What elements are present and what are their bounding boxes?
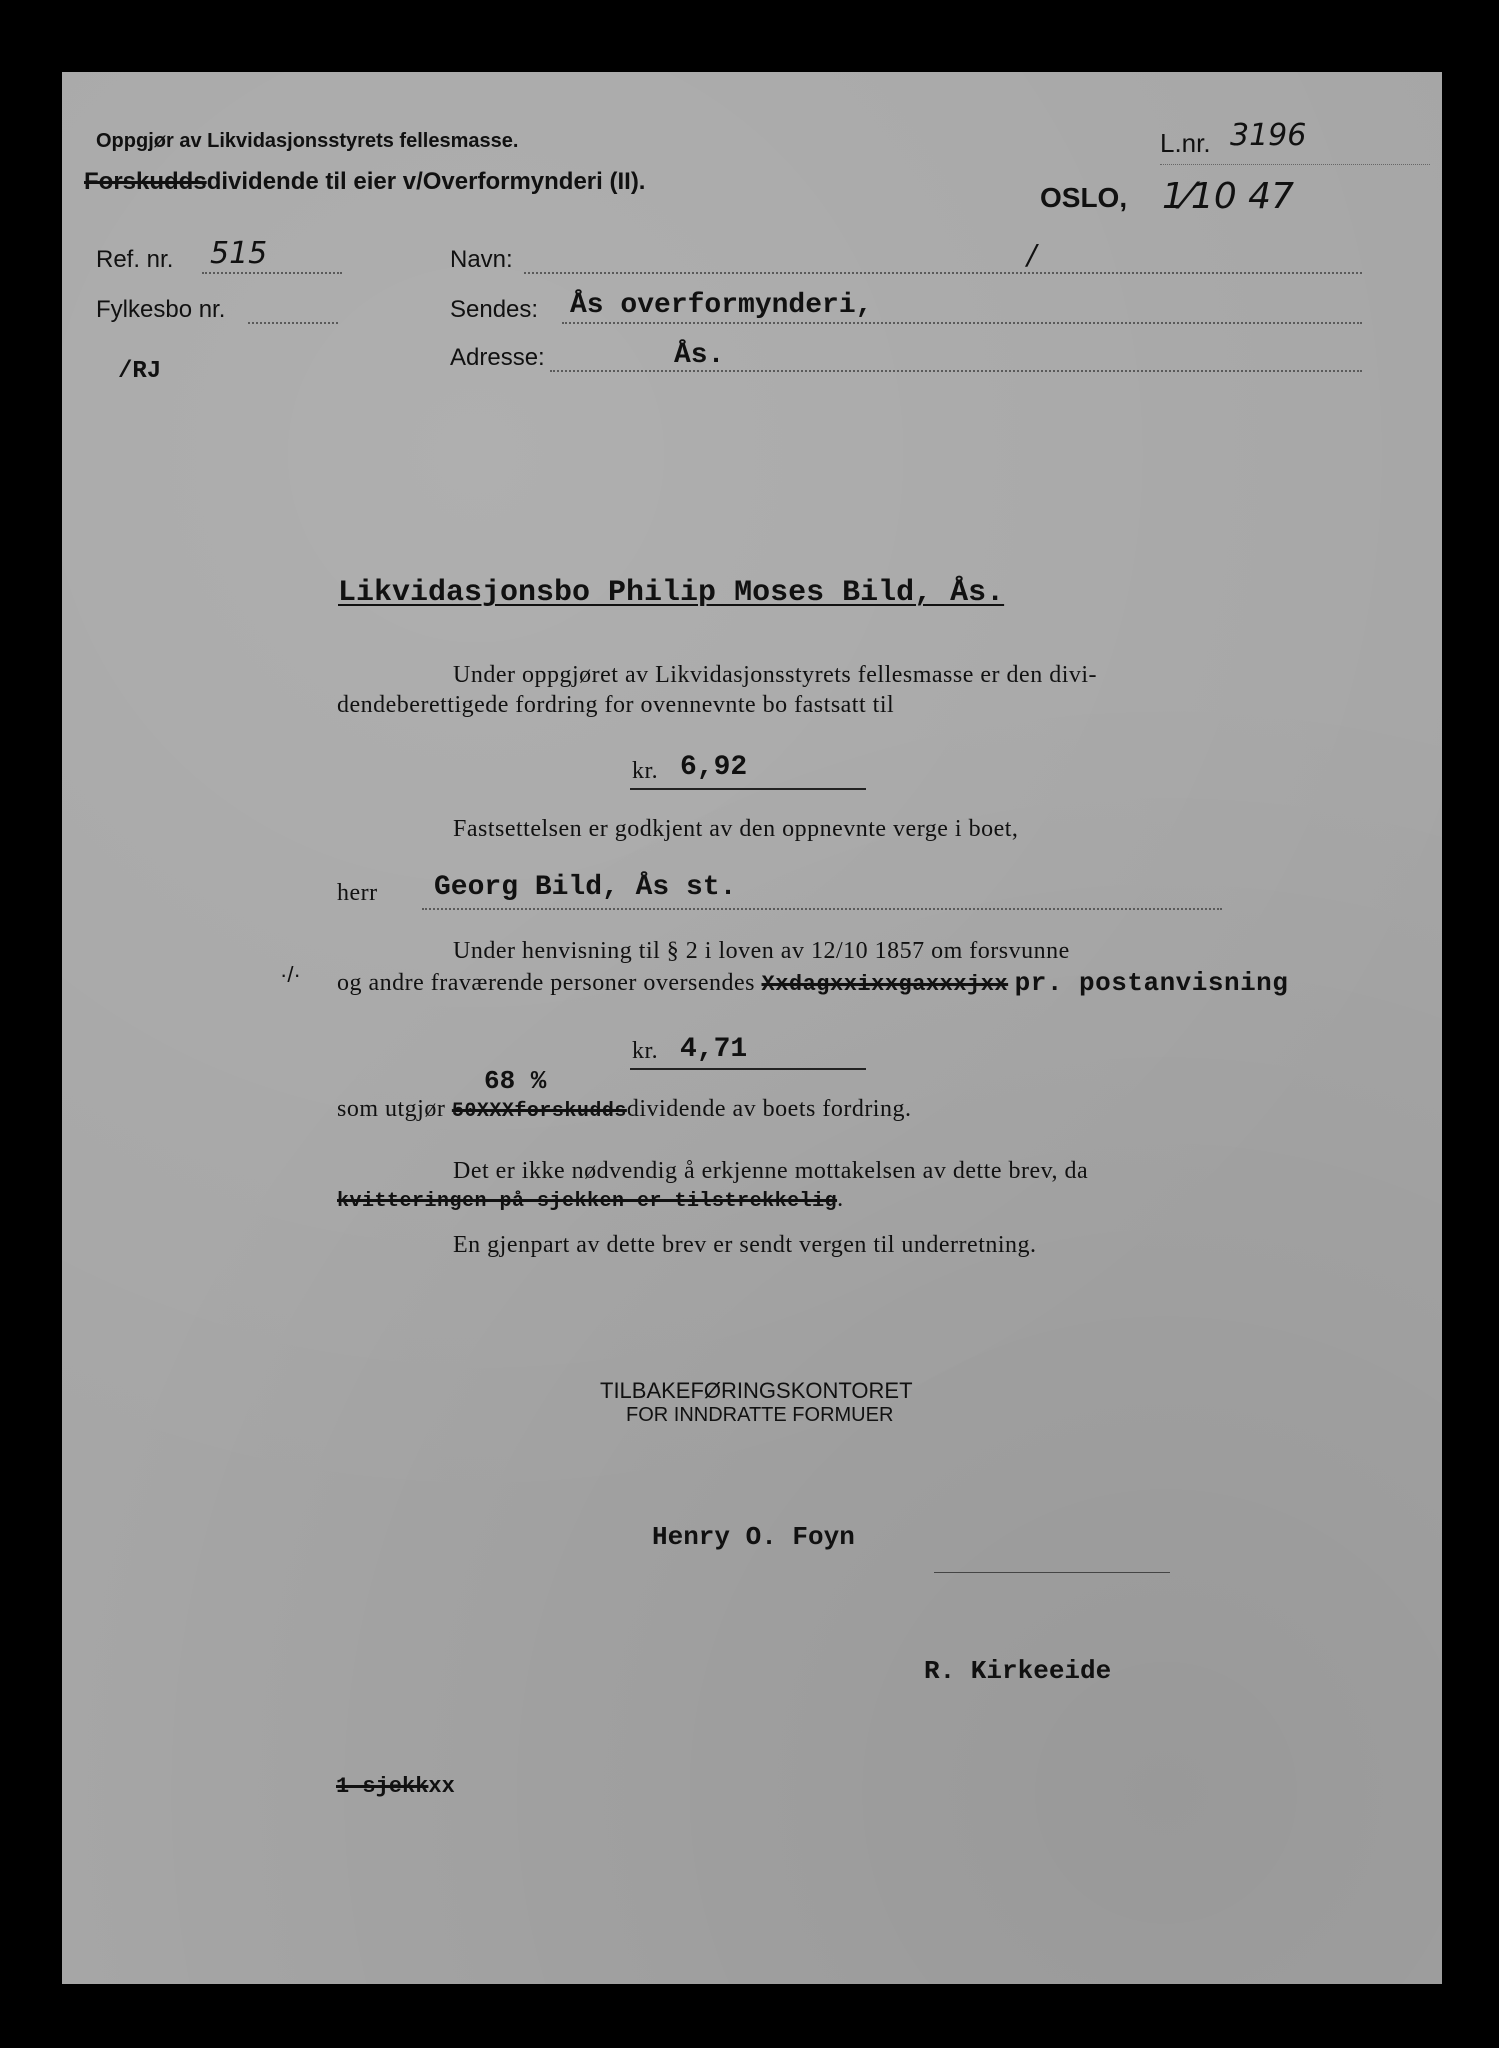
adresse-dotted-line: [550, 370, 1362, 372]
estate-title: Likvidasjonsbo Philip Moses Bild, Ås.: [338, 576, 1005, 610]
guardian-name: Georg Bild, Ås st.: [434, 872, 737, 903]
sendes-dotted-line: [562, 322, 1362, 324]
sendes-label: Sendes:: [450, 296, 539, 323]
amount-1-label: kr.: [632, 758, 659, 784]
paragraph-2: Fastsettelsen er godkjent av den oppnevnte verge i boet,: [453, 816, 1019, 842]
document-page: [62, 72, 1442, 1984]
city: OSLO,: [1040, 182, 1128, 213]
adresse-label: Adresse:: [450, 344, 545, 371]
lnr-label: L.nr.: [1160, 128, 1211, 158]
lnr-rule: [1160, 164, 1430, 165]
signer-2: R. Kirkeeide: [924, 1656, 1112, 1686]
office-line-2: FOR INNDRATTE FORMUER: [626, 1404, 894, 1426]
signer-1: Henry O. Foyn: [652, 1522, 855, 1552]
sendes-value: Ås overformynderi,: [570, 290, 873, 321]
paragraph-1-line-1: Under oppgjøret av Likvidasjonsstyrets fellesmasse er den divi-: [453, 662, 1098, 688]
amount-2-label: kr.: [632, 1038, 659, 1064]
struck-prefix: Forskudds: [84, 168, 207, 195]
percentage-line: [337, 1096, 911, 1123]
navn-dotted-line: [524, 272, 1362, 274]
paragraph-3-line-2: [337, 968, 1288, 998]
signature-line-1: [934, 1572, 1170, 1573]
lnr-value: 3196: [1230, 118, 1307, 153]
herr-label: herr: [337, 880, 378, 906]
struck-percentage: 50XXXforskudds: [451, 1100, 627, 1123]
amount-2-value: 4,71: [680, 1034, 748, 1065]
paragraph-1-line-2: dendeberettigede fordring for ovennevnte bo fastsatt til: [337, 692, 895, 718]
paragraph-5: En gjenpart av dette brev er sendt vergen til underretning.: [453, 1232, 1037, 1258]
navn-value: /: [1027, 238, 1037, 271]
paragraph-4-line-1: Det er ikke nødvendig å erkjenne mottakelsen av dette brev, da: [453, 1158, 1089, 1184]
handwritten-date: 1⁄10 47: [1162, 176, 1294, 217]
amount-1-value: 6,92: [680, 752, 748, 783]
ref-value: 515: [210, 236, 268, 271]
office-line-1: TILBAKEFØRINGSKONTORET: [600, 1378, 913, 1403]
header-line-2-text: dividende til eier v/Overformynderi (II).: [206, 168, 646, 195]
adresse-value: Ås.: [674, 340, 725, 371]
ref-dotted-line: [202, 272, 342, 274]
enclosure-note: [336, 1774, 455, 1799]
amount-2-rule: [630, 1068, 866, 1070]
som-label: som utgjør: [337, 1096, 446, 1122]
enclosure-struck: 1 sjekk: [336, 1774, 429, 1799]
paragraph-3-line-1: Under henvisning til § 2 i loven av 12/10 1857 om forsvunne: [453, 938, 1070, 964]
paragraph-4-end: .: [837, 1186, 844, 1212]
som-rest: dividende av boets fordring.: [626, 1096, 912, 1122]
fylkesbo-label: Fylkesbo nr.: [96, 296, 226, 323]
navn-label: Navn:: [450, 246, 513, 273]
payment-method: pr. postanvisning: [1014, 968, 1289, 998]
margin-mark: ·/·: [280, 962, 301, 987]
struck-method: Xxdagxxixxgaxxxjxx: [761, 972, 1009, 997]
header-line-1: Oppgjør av Likvidasjonsstyrets fellesmasse.: [96, 130, 519, 152]
amount-1-rule: [630, 788, 866, 790]
herr-dotted-line: [422, 908, 1222, 910]
ref-label: Ref. nr.: [96, 246, 174, 273]
fylkesbo-dotted-line: [248, 322, 338, 324]
typist-initials: /RJ: [118, 358, 162, 385]
struck-receipt-note: kvitteringen på sjekken er tilstrekkelig: [337, 1190, 838, 1213]
paragraph-4-line-2: [337, 1186, 844, 1213]
paragraph-3-text: og andre fraværende personer oversendes: [337, 970, 755, 996]
percentage-value: 68 %: [484, 1066, 547, 1096]
header-line-2: [84, 168, 645, 196]
enclosure-tail: xx: [428, 1774, 455, 1799]
